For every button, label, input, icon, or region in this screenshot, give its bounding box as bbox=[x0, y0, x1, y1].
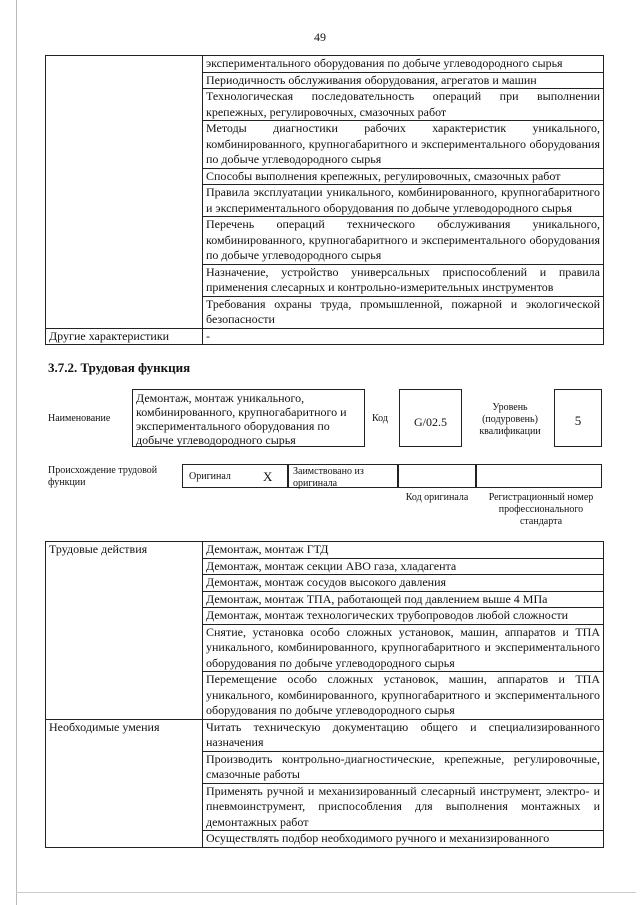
group-label: Трудовые действия bbox=[46, 542, 203, 559]
orig-code-caption: Код оригинала bbox=[405, 492, 469, 503]
table-row bbox=[46, 719, 604, 751]
table-row bbox=[46, 296, 604, 328]
table-row bbox=[46, 575, 604, 592]
row-value: Периодичность обслуживания оборудования, агрегатов и машин bbox=[203, 72, 604, 89]
table-row bbox=[46, 558, 604, 575]
row-label bbox=[46, 56, 203, 73]
page-frame-bottom bbox=[16, 892, 636, 893]
functions-table bbox=[45, 541, 604, 848]
group-item: Демонтаж, монтаж ТПА, работающей под давлением выше 4 МПа bbox=[203, 591, 604, 608]
level-label: Уровень (подуровень) квалификации bbox=[479, 402, 541, 437]
group-item: Снятие, установка особо сложных установок, машин, аппаратов и ТПА уникального, комбинированного, крупногабаритного и экспериментального оборудования по добыче углеводородного сырья bbox=[203, 624, 604, 672]
group-item: Читать техническую документацию общего и специализированного назначения bbox=[203, 719, 604, 751]
row-value: Технологическая последовательность операций при выполнении крепежных, регулировочных, смазочных работ bbox=[203, 89, 604, 121]
group-label bbox=[46, 624, 203, 672]
group-label bbox=[46, 751, 203, 783]
group-label bbox=[46, 575, 203, 592]
table-row bbox=[46, 328, 604, 345]
table-row bbox=[46, 751, 604, 783]
table-row bbox=[46, 89, 604, 121]
function-name: Демонтаж, монтаж уникального, комбинированного, крупногабаритного и экспериментального оборудования по добыче углеводородного сырья bbox=[136, 391, 347, 447]
group-label bbox=[46, 831, 203, 848]
reg-number-cell bbox=[476, 464, 602, 488]
group-item: Демонтаж, монтаж сосудов высокого давления bbox=[203, 575, 604, 592]
group-label bbox=[46, 672, 203, 720]
row-label bbox=[46, 264, 203, 296]
group-item: Перемещение особо сложных установок, машин, аппаратов и ТПА уникального, комбинированного, крупногабаритного и экспериментального оборудования по добыче углеводородного сырья bbox=[203, 672, 604, 720]
row-value: Требования охраны труда, промышленной, пожарной и экологической безопасности bbox=[203, 296, 604, 328]
row-value: Назначение, устройство универсальных приспособлений и правила применения слесарных и контрольно-измерительных инструментов bbox=[203, 264, 604, 296]
level-box bbox=[554, 389, 602, 447]
original-mark: X bbox=[263, 469, 273, 484]
row-label bbox=[46, 72, 203, 89]
borrowed-cell bbox=[288, 464, 398, 488]
origin-row bbox=[182, 464, 602, 488]
group-label bbox=[46, 558, 203, 575]
borrowed-label: Заимствовано из оригинала bbox=[293, 466, 364, 489]
page-number: 49 bbox=[314, 30, 326, 44]
group-item: Демонтаж, монтаж ГТД bbox=[203, 542, 604, 559]
table-row bbox=[46, 672, 604, 720]
original-cell bbox=[182, 464, 288, 488]
row-label: Другие характеристики bbox=[46, 328, 203, 345]
table-row bbox=[46, 608, 604, 625]
group-item: Применять ручной и механизированный слесарный инструмент, электро- и пневмоинструмент, приспособления для выполнения монтажных и демонтажных работ bbox=[203, 783, 604, 831]
original-label: Оригинал bbox=[189, 471, 231, 482]
group-item: Демонтаж, монтаж технологических трубопроводов любой сложности bbox=[203, 608, 604, 625]
row-value: Перечень операций технического обслуживания уникального, комбинированного, крупногабаритного и экспериментального оборудования по добыче углеводородного сырья bbox=[203, 217, 604, 265]
row-label bbox=[46, 168, 203, 185]
group-label: Необходимые умения bbox=[46, 719, 203, 751]
table-row bbox=[46, 624, 604, 672]
group-item: Производить контрольно-диагностические, крепежные, регулировочные, смазочные работы bbox=[203, 751, 604, 783]
row-value: Способы выполнения крепежных, регулировочных, смазочных работ bbox=[203, 168, 604, 185]
row-label bbox=[46, 185, 203, 217]
origin-label: Происхождение трудовой функции bbox=[48, 465, 158, 488]
table-row bbox=[46, 72, 604, 89]
row-label bbox=[46, 217, 203, 265]
code-label: Код bbox=[372, 413, 388, 424]
table-row bbox=[46, 217, 604, 265]
orig-code-cell bbox=[398, 464, 476, 488]
table-row bbox=[46, 56, 604, 73]
row-value: Правила эксплуатации уникального, комбинированного, крупногабаритного и экспериментального оборудования по добыче углеводородного сырья bbox=[203, 185, 604, 217]
continuation-table bbox=[45, 55, 604, 345]
group-label bbox=[46, 591, 203, 608]
table-row bbox=[46, 831, 604, 848]
group-item: Осуществлять подбор необходимого ручного и механизированного bbox=[203, 831, 604, 848]
row-label bbox=[46, 89, 203, 121]
table-row bbox=[46, 591, 604, 608]
reg-number-caption: Регистрационный номер профессионального стандарта bbox=[488, 492, 594, 527]
section-title: 3.7.2. Трудовая функция bbox=[48, 360, 191, 375]
table-row bbox=[46, 185, 604, 217]
group-label bbox=[46, 608, 203, 625]
row-label bbox=[46, 296, 203, 328]
row-value: Методы диагностики рабочих характеристик уникального, комбинированного, крупногабаритного и экспериментального оборудования по добыче углеводородного сырья bbox=[203, 121, 604, 169]
table-row bbox=[46, 121, 604, 169]
table-row bbox=[46, 783, 604, 831]
row-value: экспериментального оборудования по добыче углеводородного сырья bbox=[203, 56, 604, 73]
table-row bbox=[46, 542, 604, 559]
table-row bbox=[46, 168, 604, 185]
name-label: Наименование bbox=[48, 413, 111, 424]
page-frame-left bbox=[16, 0, 17, 905]
code-value: G/02.5 bbox=[414, 415, 447, 429]
group-label bbox=[46, 783, 203, 831]
row-label bbox=[46, 121, 203, 169]
level-value: 5 bbox=[574, 413, 582, 428]
function-name-box bbox=[132, 389, 365, 447]
group-item: Демонтаж, монтаж секции АВО газа, хладагента bbox=[203, 558, 604, 575]
code-box bbox=[399, 389, 462, 447]
row-value: - bbox=[203, 328, 604, 345]
table-row bbox=[46, 264, 604, 296]
